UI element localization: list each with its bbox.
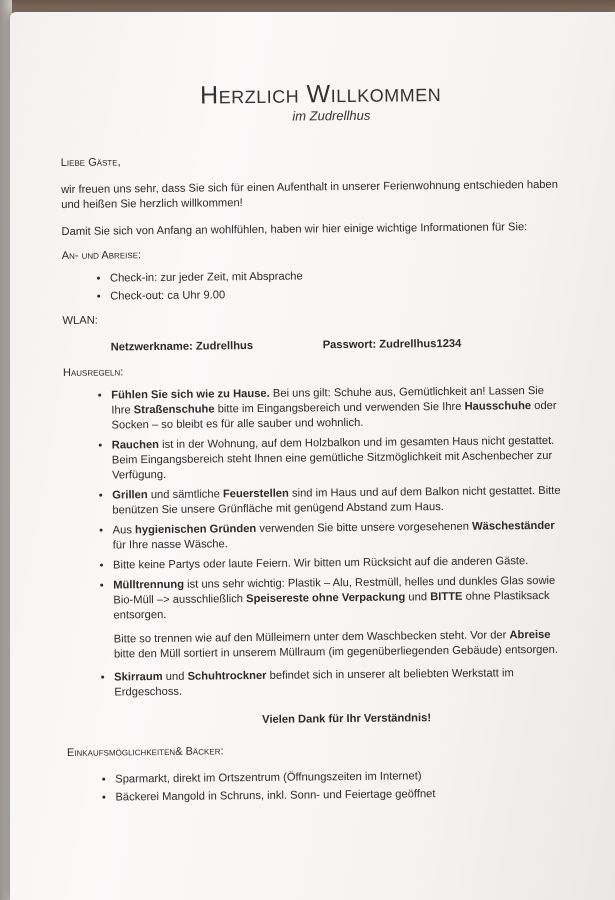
list-item: • Bäckerei Mangold in Schruns, inkl. Sonn- und Feiertage geöffnet bbox=[115, 786, 567, 806]
list-item: • Sparmarkt, direkt im Ortszentrum (Öffnungszeiten im Internet) bbox=[115, 768, 567, 788]
intro-paragraph: wir freuen uns sehr, dass Sie sich für einen Aufenthalt in unserer Ferienwohnung entschieden haben und heißen Sie herzlich willkommen! bbox=[60, 178, 559, 211]
waste-paragraph bbox=[114, 628, 566, 663]
rule-bold: Hausschuhe bbox=[464, 400, 532, 413]
rule-text: ist in der Wohnung, auf dem Holzbalkon und im gesamten Haus nicht gestattet. Beim Eingangsbereich steht Ihnen eine gemütliche Sitzmöglichkeit mit Aschenbecher zur Verfügung. bbox=[111, 434, 555, 482]
rule-bold: Wäscheständer bbox=[471, 519, 555, 533]
rule-bold: Abreise bbox=[509, 628, 551, 642]
arrival-list bbox=[62, 267, 562, 305]
rule-bold: BITTE bbox=[430, 590, 463, 604]
rule-text: Bitte so trennen wie auf den Mülleimern unter dem Waschbecken steht. Vor der bbox=[113, 629, 510, 646]
wlan-heading: WLAN: bbox=[62, 314, 98, 327]
rule-item bbox=[114, 666, 566, 701]
rule-text: bitte den Müll sortiert in unserem Müllraum (im gegenüberliegenden Gebäude) entsorgen. bbox=[113, 643, 558, 661]
rule-bold: Mülltrennung bbox=[113, 578, 185, 592]
rule-text: für Ihre nasse Wäsche. bbox=[112, 538, 228, 552]
rule-text: Bei uns gilt: Schuhe aus, Gemütlichkeit an! Lassen Sie Ihre bbox=[111, 384, 545, 417]
rule-bold: Fühlen Sie sich wie zu Hause. bbox=[111, 387, 270, 402]
rule-bold: Rauchen bbox=[111, 438, 160, 452]
wlan-info bbox=[111, 336, 563, 357]
rule-item bbox=[113, 519, 565, 554]
document-page bbox=[10, 12, 615, 900]
rule-text: und bbox=[405, 591, 431, 604]
house-rules-heading: Hausregeln: bbox=[62, 366, 124, 379]
rule-text: ist uns sehr wichtig: Plastik – Alu, Restmüll, helles und dunkles Glas sowie Bio-Müll –> ausschließlich bbox=[113, 574, 556, 607]
rule-item bbox=[111, 384, 563, 434]
greeting: Liebe Gäste, bbox=[60, 156, 121, 169]
rule-text: sind im Haus und auf dem Balkon nicht gestattet. Bitte benützen Sie unsere Grünfläche mit genügend Abstand zum Haus. bbox=[112, 484, 561, 517]
rule-text: bitte im Eingangsbereich und verwenden Sie Ihre bbox=[214, 400, 465, 416]
rule-text: oder Socken – so bleibt es für alle sauber und wohnlich. bbox=[111, 399, 557, 432]
network-name: Netzwerkname: Zudrellhus bbox=[110, 339, 254, 354]
shopping-list bbox=[67, 768, 567, 806]
rule-text: und bbox=[162, 670, 188, 683]
rule-bold: Straßenschuhe bbox=[133, 403, 215, 417]
rule-item: • Bitte keine Partys oder laute Feiern. Wir bitten um Rücksicht auf die anderen Gäste. bbox=[113, 554, 565, 574]
arrival-heading: An- und Abreise: bbox=[61, 249, 142, 262]
rule-text: befindet sich in unserer alt beliebten Werkstatt im Erdgeschoss. bbox=[114, 667, 514, 699]
rule-bold: Feuerstellen bbox=[222, 487, 289, 501]
house-rules-list bbox=[63, 384, 566, 701]
rule-item bbox=[112, 434, 564, 484]
list-item: • Check-out: ca Uhr 9.00 bbox=[110, 285, 562, 305]
list-item: • Check-in: zur jeder Zeit, mit Absprache bbox=[110, 267, 562, 287]
rule-text: ohne Plastiksack entsorgen. bbox=[113, 589, 550, 622]
page-subtitle: im Zudrellhus bbox=[292, 107, 371, 124]
rule-text: und sämtliche bbox=[147, 488, 223, 502]
rule-text: verwenden Sie bitte unsere vorgesehenen bbox=[256, 520, 473, 535]
rule-bold: Grillen bbox=[112, 489, 148, 502]
rule-item bbox=[112, 484, 564, 519]
rule-item bbox=[113, 574, 566, 663]
page-title: Herzlich Willkommen bbox=[199, 79, 442, 110]
wifi-password: Passwort: Zudrellhus1234 bbox=[322, 337, 462, 352]
rule-bold: Speisereste ohne Verpackung bbox=[246, 591, 406, 606]
document-content bbox=[60, 79, 568, 809]
rule-bold: hygienischen Gründen bbox=[134, 522, 257, 537]
thanks-note: Vielen Dank für Ihr Verständnis! bbox=[262, 712, 432, 726]
intro-paragraph-2: Damit Sie sich von Anfang an wohlfühlen, haben wir hier einige wichtige Informationen für Sie: bbox=[61, 221, 528, 238]
rule-bold: Skirraum bbox=[114, 670, 163, 684]
rule-text: Aus bbox=[112, 524, 136, 537]
rule-bold: Schuhtrockner bbox=[187, 669, 267, 683]
shopping-heading: Einkaufsmöglichkeiten& Bäcker: bbox=[66, 745, 224, 759]
